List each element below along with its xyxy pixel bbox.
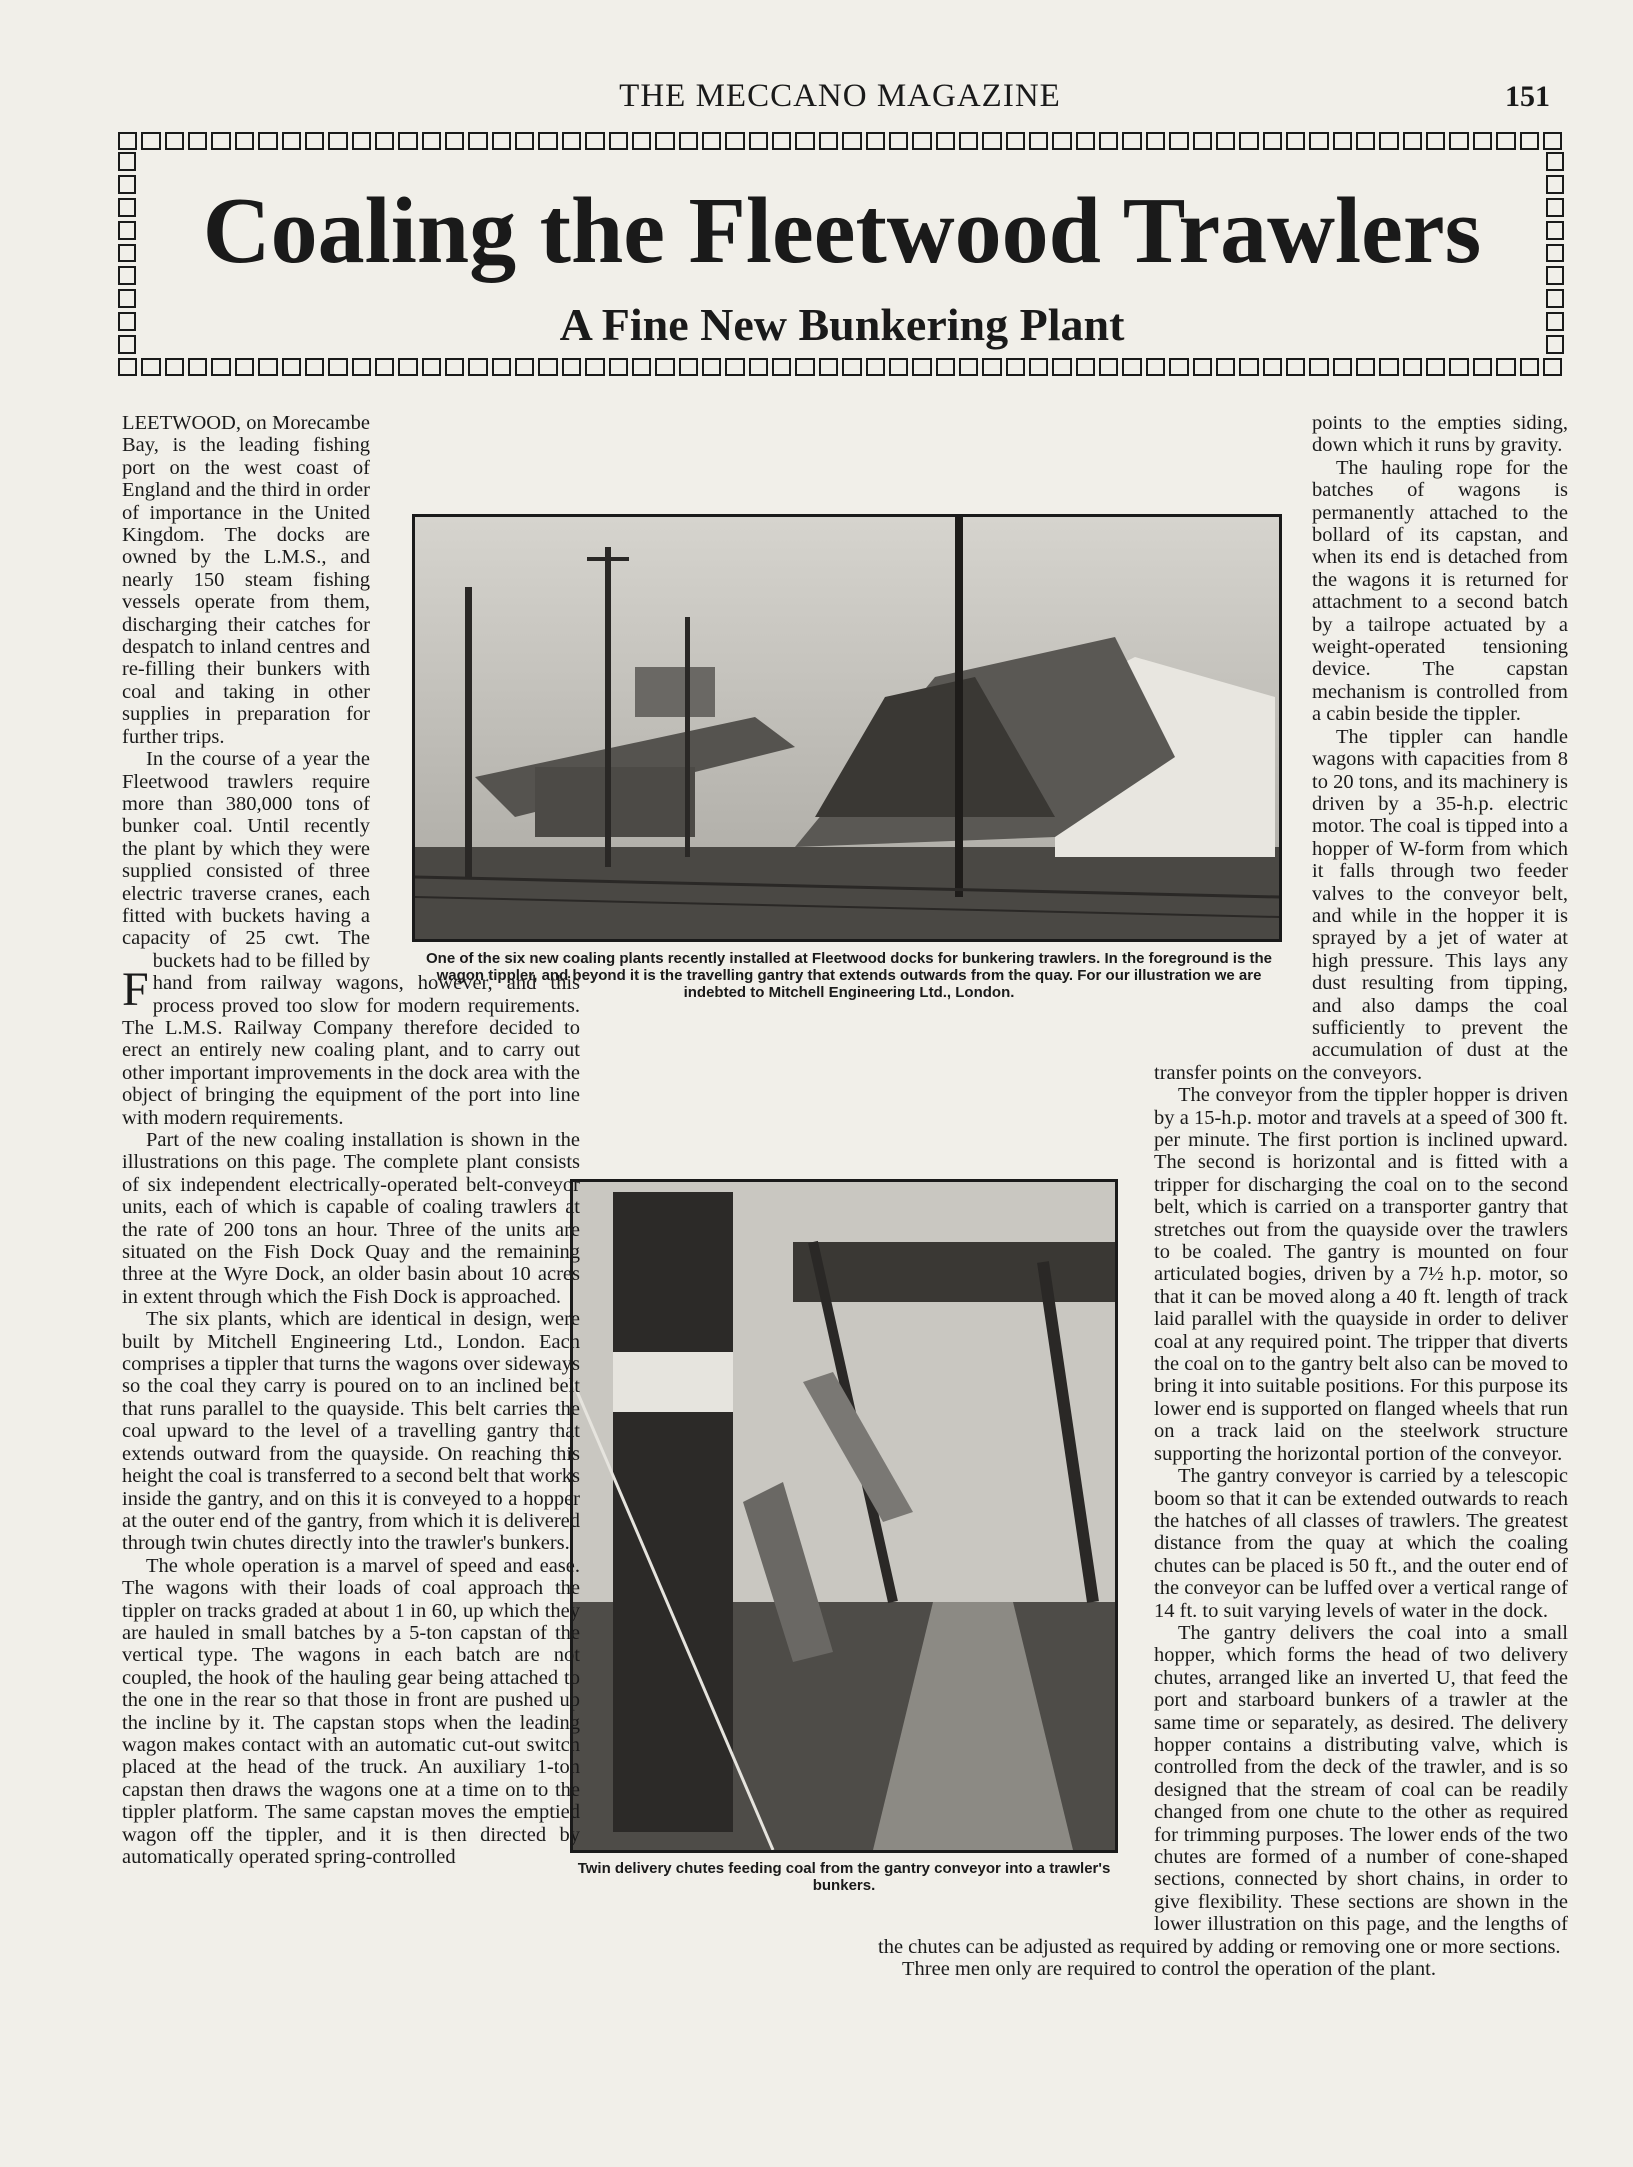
border-square	[1546, 221, 1564, 240]
border-square	[1216, 358, 1235, 376]
border-square	[211, 358, 230, 376]
border-square	[1356, 132, 1375, 150]
border-square	[1546, 335, 1564, 354]
border-square	[1122, 132, 1141, 150]
border-square	[912, 132, 931, 150]
border-square	[492, 358, 511, 376]
paragraph-11: The gantry delivers the coal into a small hopper, which forms the head of two delivery chutes, arranged like an inverted U, that feed the port and starboard bunkers of a trawler at the same time or separately, as desired. The delivery hopper contains a distributing valve, which is controlled from the deck of the trawler, and is so designed that the stream of coal can be readily changed from one chute to the other as required for trimming purposes. The lower ends of the two chutes are formed of a number of cone-shaped sections, connected by short chains, in order to give flexibility. These sections are shown in the lower illustration on this page, and the lengths of the chutes can be adjusted as required by adding or removing one or more sections.	[878, 1621, 1568, 1958]
border-square	[118, 221, 136, 240]
border-square	[982, 132, 1001, 150]
border-square	[679, 358, 698, 376]
border-square	[749, 132, 768, 150]
border-square	[679, 132, 698, 150]
border-square	[889, 358, 908, 376]
border-square	[1333, 132, 1352, 150]
border-square	[1099, 132, 1118, 150]
border-square	[468, 358, 487, 376]
border-square	[1473, 358, 1492, 376]
border-square	[959, 132, 978, 150]
border-square	[492, 132, 511, 150]
border-square	[1052, 358, 1071, 376]
paragraph-2: In the course of a year the Fleetwood trawlers require more than 380,000 tons of bunker coal. Until recently the plant by which they were supplied consisted of three electric traverse cranes, each fitted with buckets having a capacity of 25 cwt. The buckets had to be filled by hand from railway wagons, however, and this process proved too slow for modern requirements. The L.M.S. Railway Company therefore decided to erect an entirely new coaling plant, and to carry out other important improvements in the dock area with the object of bringing the equipment of the port into line with modern requirements.	[122, 748, 580, 1129]
title-border-left	[118, 152, 138, 358]
border-square	[118, 152, 136, 171]
paragraph-7: The hauling rope for the batches of wagons is permanently attached to the bollard of its capstan, and when its end is detached from the wagons it is returned for attachment to a second batch by a tailrope actuated by a weight-operated tensioning device. The capstan mechanism is controlled from a cabin beside the tippler.	[1312, 456, 1568, 726]
border-square	[258, 132, 277, 150]
border-square	[141, 132, 160, 150]
border-square	[562, 358, 581, 376]
border-square	[118, 175, 136, 194]
border-square	[725, 132, 744, 150]
border-square	[1520, 132, 1539, 150]
border-square	[562, 132, 581, 150]
border-square	[1546, 289, 1564, 308]
border-square	[1379, 358, 1398, 376]
border-square	[1546, 152, 1564, 171]
border-square	[819, 132, 838, 150]
border-square	[1496, 358, 1515, 376]
border-square	[235, 358, 254, 376]
paragraph-1: F LEETWOOD, on Morecambe Bay, is the leading fishing port on the west coast of England and the third in order of importance in the United Kingdom. The docks are owned by the L.M.S., and nearly 150 steam fishing vessels operate from them, discharging their catches for despatch to inland centres and re-filling their bunkers with coal and taking in other supplies in preparation for further trips.	[122, 412, 370, 1016]
border-square	[235, 132, 254, 150]
border-square	[305, 358, 324, 376]
border-square	[866, 132, 885, 150]
border-square	[515, 132, 534, 150]
border-square	[1473, 132, 1492, 150]
article-title: Coaling the Fleetwood Trawlers	[202, 179, 1482, 283]
border-square	[1286, 358, 1305, 376]
border-square	[1403, 358, 1422, 376]
border-square	[655, 132, 674, 150]
border-square	[819, 358, 838, 376]
border-square	[912, 358, 931, 376]
border-square	[936, 132, 955, 150]
border-square	[842, 358, 861, 376]
drop-cap: F	[122, 963, 149, 1016]
magazine-title: THE MECCANO MAGAZINE	[619, 78, 1061, 114]
border-square	[305, 132, 324, 150]
paragraph-8: The tippler can handle wagons with capacities from 8 to 20 tons, and its machinery is driven by a 35-h.p. electric motor. The coal is tipped into a hopper of W-form from which it falls through two feeder valves to the conveyor belt, and while in the hopper it is sprayed by a jet of water at high pressure. This lays any dust resulting from tipping, and also damps the coal sufficiently to prevent the accumulation of dust at the transfer points on the conveyors.	[1154, 725, 1568, 1084]
article-subtitle: A Fine New Bunkering Plant	[559, 299, 1125, 350]
border-square	[398, 358, 417, 376]
border-square	[702, 132, 721, 150]
border-square	[1193, 132, 1212, 150]
border-square	[1546, 244, 1564, 263]
top-photo-caption: One of the six new coaling plants recently installed at Fleetwood docks for bunkering trawlers. In the foreground is the wagon tippler, and beyond it is the travelling gantry that extends outwards from the quay. For our illustration we are indebted to Mitchell Engineering Ltd., London.	[426, 950, 1272, 1001]
border-square	[1052, 132, 1071, 150]
border-square	[1122, 358, 1141, 376]
border-square	[538, 132, 557, 150]
border-square	[795, 358, 814, 376]
border-square	[1520, 358, 1539, 376]
border-square	[1169, 132, 1188, 150]
border-square	[1006, 132, 1025, 150]
border-square	[1543, 358, 1562, 376]
border-square	[352, 358, 371, 376]
border-square	[468, 132, 487, 150]
border-square	[422, 358, 441, 376]
border-square	[118, 335, 136, 354]
border-square	[1169, 358, 1188, 376]
border-square	[1263, 358, 1282, 376]
border-square	[375, 358, 394, 376]
border-square	[795, 132, 814, 150]
title-border-top	[118, 132, 1566, 152]
border-square	[1076, 132, 1095, 150]
border-square	[866, 358, 885, 376]
border-square	[1496, 132, 1515, 150]
border-square	[725, 358, 744, 376]
paragraph-9: The conveyor from the tippler hopper is driven by a 15-h.p. motor and travels at a speed of 300 ft. per minute. The first portion is inclined upward. The second is horizontal and is fitted with a tripper for discharging the coal on to the second belt, which is carried on a transporter gantry that stretches out from the quayside over the trawlers to be coaled. The gantry is mounted on four articulated bogies, driven by a 7½ h.p. motor, so that it can be moved along a 40 ft. length of track laid parallel with the quayside in order to deliver coal at any required point. The tripper that diverts the coal on to the gantry belt also can be moved to bring it into suitable positions. For this purpose its lower end is supported on flanged wheels that run on a track laid on the steelwork structure supporting the horizontal portion of the conveyor.	[1154, 1084, 1568, 1465]
border-square	[258, 358, 277, 376]
border-square	[118, 266, 136, 285]
border-square	[632, 132, 651, 150]
border-square	[165, 358, 184, 376]
border-square	[352, 132, 371, 150]
border-square	[1029, 132, 1048, 150]
border-square	[982, 358, 1001, 376]
border-square	[1216, 132, 1235, 150]
border-square	[842, 132, 861, 150]
border-square	[328, 358, 347, 376]
border-square	[398, 132, 417, 150]
border-square	[749, 358, 768, 376]
title-box	[118, 132, 1566, 378]
border-square	[211, 132, 230, 150]
border-square	[772, 358, 791, 376]
border-square	[1146, 132, 1165, 150]
border-square	[1239, 132, 1258, 150]
border-square	[1546, 312, 1564, 331]
border-square	[445, 358, 464, 376]
column-left-text	[122, 412, 812, 2163]
border-square	[1543, 132, 1562, 150]
border-square	[188, 358, 207, 376]
border-square	[1449, 132, 1468, 150]
border-square	[1263, 132, 1282, 150]
border-square	[118, 289, 136, 308]
border-square	[282, 132, 301, 150]
border-square	[118, 132, 137, 150]
border-square	[118, 244, 136, 263]
border-square	[118, 198, 136, 217]
border-square	[1006, 358, 1025, 376]
border-square	[1146, 358, 1165, 376]
border-square	[1099, 358, 1118, 376]
border-square	[702, 358, 721, 376]
border-square	[141, 358, 160, 376]
border-square	[1546, 198, 1564, 217]
border-square	[1426, 132, 1445, 150]
title-border-bottom	[118, 358, 1566, 378]
column-right-text	[878, 412, 1568, 1980]
border-square	[1309, 132, 1328, 150]
border-square	[959, 358, 978, 376]
border-square	[1076, 358, 1095, 376]
border-square	[1333, 358, 1352, 376]
border-square	[1286, 132, 1305, 150]
paragraph-6: points to the empties siding, down which it runs by gravity.	[1312, 412, 1568, 457]
border-square	[118, 312, 136, 331]
border-square	[936, 358, 955, 376]
border-square	[609, 132, 628, 150]
border-square	[585, 358, 604, 376]
border-square	[1356, 358, 1375, 376]
border-square	[655, 358, 674, 376]
paragraph-5: The whole operation is a marvel of speed and ease. The wagons with their loads of coal approach the tippler on tracks graded at about 1 in 60, up which they are hauled in small batches by a 5-ton capstan of the vertical type. The wagons in each batch are not coupled, the hook of the hauling gear being attached to the one in the rear so that those in front are pushed up the incline by it. The capstan stops when the leading wagon makes contact with an automatic cut-out switch placed at the head of the truck. An auxiliary 1-ton capstan then draws the wagons one at a time on to the tippler platform. The same capstan moves the emptied wagon off the tippler, and it is then directed by automatically operated spring-controlled	[122, 1554, 580, 1868]
border-square	[375, 132, 394, 150]
border-square	[165, 132, 184, 150]
bottom-photo-caption: Twin delivery chutes feeding coal from the gantry conveyor into a trawler's bunkers.	[577, 1860, 1111, 1894]
title-border-right	[1546, 152, 1566, 358]
border-square	[118, 358, 137, 376]
border-square	[1546, 175, 1564, 194]
paragraph-4: The six plants, which are identical in design, were built by Mitchell Engineering Ltd., London. Each comprises a tippler that turns the wagons over sideways so the coal they carry is poured on to an inclined belt that runs parallel to the quayside. This belt carries the coal upward to the level of a travelling gantry that extends outward from the quayside. On reaching this height the coal is transferred to a second belt that works inside the gantry, and on this it is conveyed to a hopper at the outer end of the gantry, from which it is delivered through twin chutes directly into the trawler's bunkers.	[122, 1308, 580, 1555]
border-square	[1546, 266, 1564, 285]
border-square	[282, 358, 301, 376]
border-square	[585, 132, 604, 150]
border-square	[422, 132, 441, 150]
border-square	[1403, 132, 1422, 150]
border-square	[772, 132, 791, 150]
border-square	[538, 358, 557, 376]
border-square	[1426, 358, 1445, 376]
border-square	[1029, 358, 1048, 376]
border-square	[1379, 132, 1398, 150]
border-square	[632, 358, 651, 376]
border-square	[445, 132, 464, 150]
border-square	[1193, 358, 1212, 376]
border-square	[1449, 358, 1468, 376]
border-square	[1239, 358, 1258, 376]
border-square	[1309, 358, 1328, 376]
border-square	[188, 132, 207, 150]
border-square	[889, 132, 908, 150]
paragraph-10: The gantry conveyor is carried by a telescopic boom so that it can be extended outwards to reach the hatches of all classes of trawlers. The greatest distance from the quay at which the coaling chutes can be placed is 50 ft., and the outer end of the conveyor can be luffed over a vertical range of 14 ft. to suit varying levels of water in the dock.	[1154, 1465, 1568, 1622]
page-header	[120, 78, 1560, 122]
page-number: 151	[1505, 80, 1550, 113]
border-square	[609, 358, 628, 376]
paragraph-3: Part of the new coaling installation is shown in the illustrations on this page. The complete plant consists of six independent electrically-operated belt-conveyor units, each of which is capable of coaling trawlers at the rate of 200 tons an hour. Three of the units are situated on the Fish Dock Quay and the remaining three at the Wyre Dock, an older basin about 10 acres in extent through which the Fish Dock is approached.	[122, 1129, 580, 1308]
border-square	[515, 358, 534, 376]
border-square	[328, 132, 347, 150]
paragraph-12: Three men only are required to control the operation of the plant.	[902, 1958, 1436, 1981]
